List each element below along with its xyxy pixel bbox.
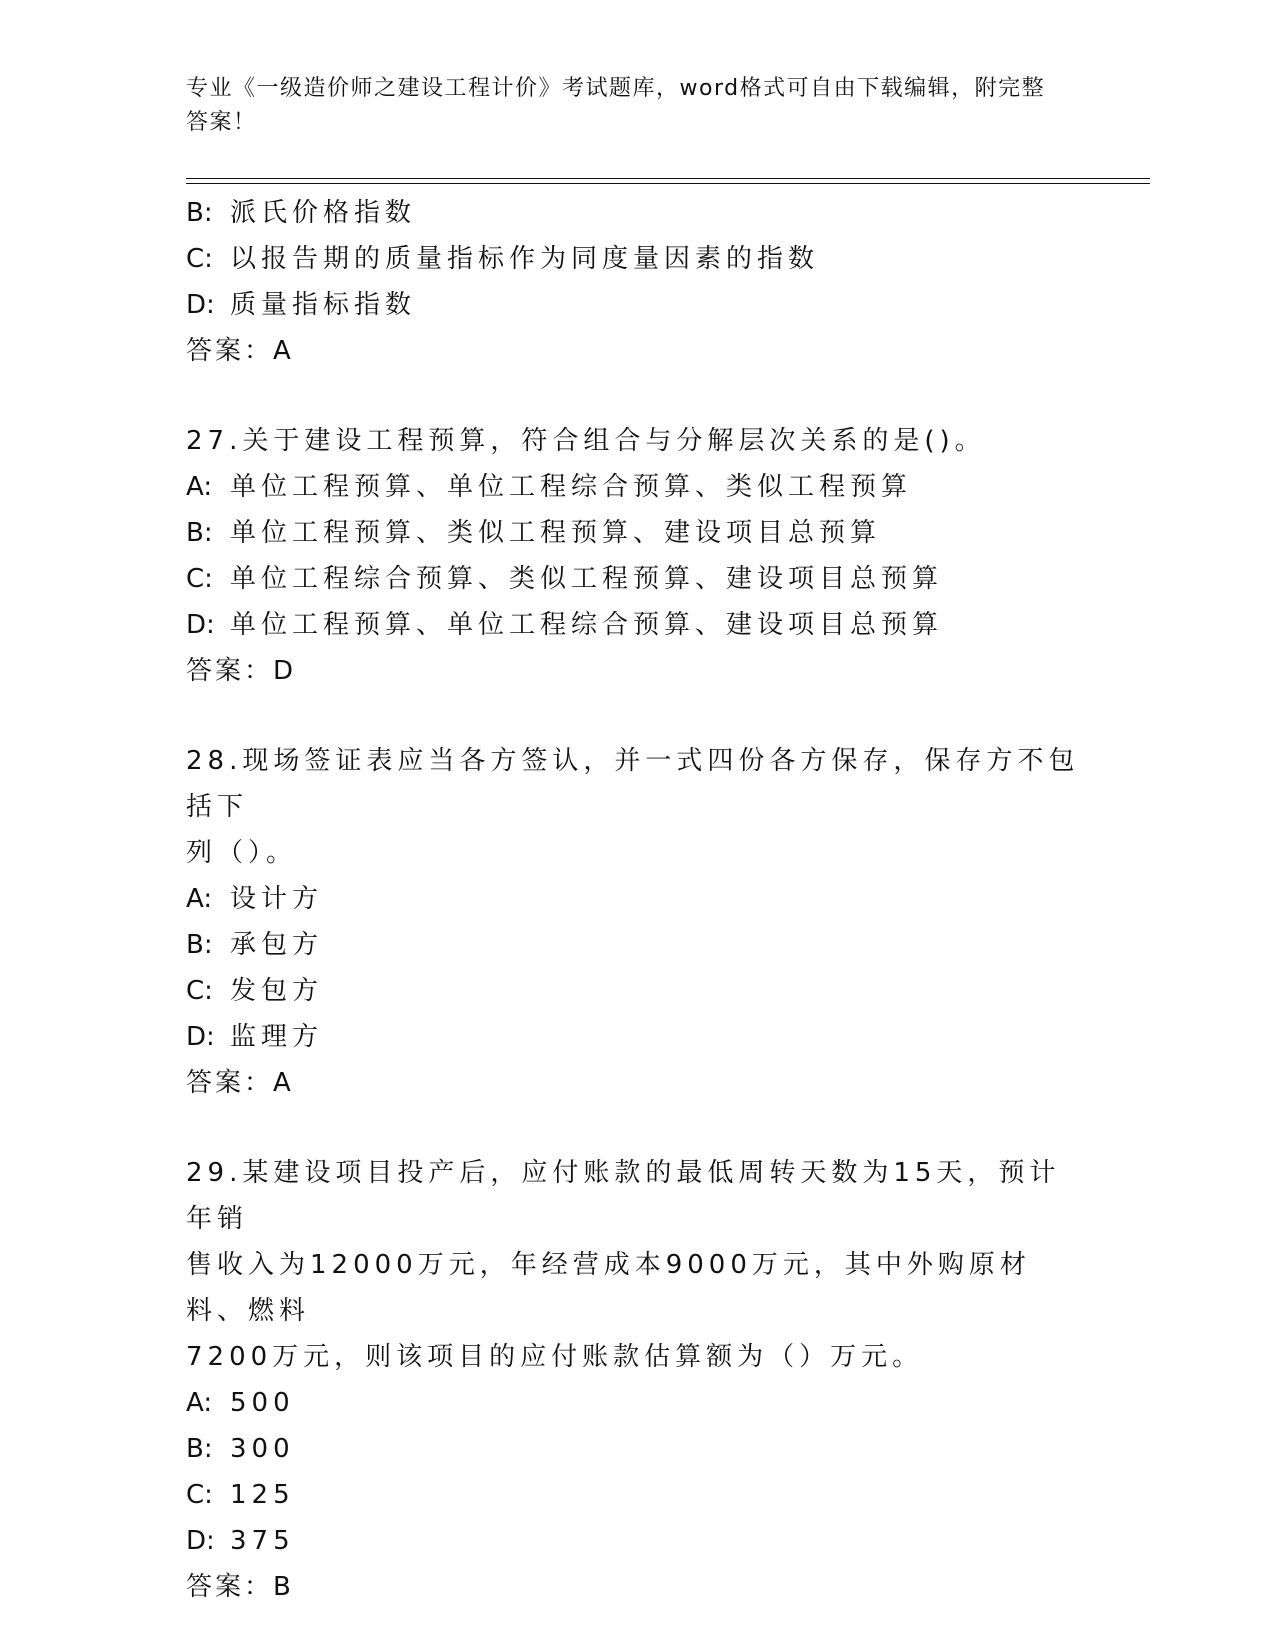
- answer-line: 答案：A: [186, 1068, 294, 1098]
- option-b: [186, 510, 1086, 556]
- question-list: [186, 190, 1086, 1610]
- option-b: [186, 190, 1086, 236]
- header-rule-top: [186, 178, 1150, 179]
- option-label: D:: [186, 1526, 215, 1556]
- answer-line: 答案：A: [186, 336, 294, 366]
- spacer: [186, 1106, 1086, 1150]
- option-b: [186, 1426, 1086, 1472]
- question-stem-line: 列（）。: [186, 838, 298, 868]
- option-label: B:: [186, 198, 213, 228]
- option-label: C:: [186, 564, 213, 594]
- question-stem-line: 27.关于建设工程预算，符合组合与分解层次关系的是()。: [186, 426, 986, 456]
- option-c: [186, 968, 1086, 1014]
- option-text: 125: [230, 1480, 295, 1510]
- option-label: A:: [186, 472, 213, 502]
- question-stem-line: 售收入为12000万元，年经营成本9000万元，其中外购原材料、燃料: [186, 1250, 1031, 1326]
- option-text: 设计方: [230, 884, 324, 914]
- option-d: [186, 602, 1086, 648]
- option-a: [186, 464, 1086, 510]
- document-header: 专业《一级造价师之建设工程计价》考试题库，word格式可自由下载编辑，附完整答案！: [186, 76, 1046, 135]
- option-text: 单位工程预算、单位工程综合预算、类似工程预算: [230, 472, 913, 502]
- option-text: 300: [230, 1434, 295, 1464]
- option-text: 单位工程综合预算、类似工程预算、建设项目总预算: [230, 564, 944, 594]
- option-a: [186, 1380, 1086, 1426]
- option-d: [186, 282, 1086, 328]
- option-text: 375: [230, 1526, 295, 1556]
- option-c: [186, 1472, 1086, 1518]
- option-label: B:: [186, 930, 213, 960]
- question-stem-line: 7200万元，则该项目的应付账款估算额为（）万元。: [186, 1342, 924, 1372]
- option-label: B:: [186, 1434, 213, 1464]
- option-label: D:: [186, 610, 215, 640]
- option-label: A:: [186, 1388, 213, 1418]
- question-stem-line: 28.现场签证表应当各方签认，并一式四份各方保存，保存方不包括下: [186, 746, 1080, 822]
- option-text: 派氏价格指数: [230, 198, 417, 228]
- question-27: [186, 418, 1086, 694]
- answer-line: 答案：B: [186, 1572, 294, 1602]
- option-text: 以报告期的质量指标作为同度量因素的指数: [230, 244, 820, 274]
- option-b: [186, 922, 1086, 968]
- option-label: B:: [186, 518, 213, 548]
- option-label: C:: [186, 244, 213, 274]
- header-rule-bottom: [186, 183, 1150, 184]
- option-text: 承包方: [230, 930, 324, 960]
- option-text: 质量指标指数: [230, 290, 417, 320]
- option-text: 500: [230, 1388, 295, 1418]
- option-label: A:: [186, 884, 213, 914]
- option-text: 监理方: [230, 1022, 324, 1052]
- option-d: [186, 1518, 1086, 1564]
- question-stem-line: 29.某建设项目投产后，应付账款的最低周转天数为15天，预计年销: [186, 1158, 1061, 1234]
- answer-line: 答案：D: [186, 656, 297, 686]
- option-d: [186, 1014, 1086, 1060]
- question-28: [186, 738, 1086, 1106]
- option-label: C:: [186, 1480, 213, 1510]
- option-c: [186, 556, 1086, 602]
- option-c: [186, 236, 1086, 282]
- option-text: 发包方: [230, 976, 324, 1006]
- option-label: D:: [186, 1022, 215, 1052]
- option-text: 单位工程预算、类似工程预算、建设项目总预算: [230, 518, 882, 548]
- option-text: 单位工程预算、单位工程综合预算、建设项目总预算: [230, 610, 944, 640]
- partial-question: [186, 190, 1086, 374]
- option-label: C:: [186, 976, 213, 1006]
- spacer: [186, 374, 1086, 418]
- option-a: [186, 876, 1086, 922]
- spacer: [186, 694, 1086, 738]
- question-29: [186, 1150, 1086, 1610]
- option-label: D:: [186, 290, 215, 320]
